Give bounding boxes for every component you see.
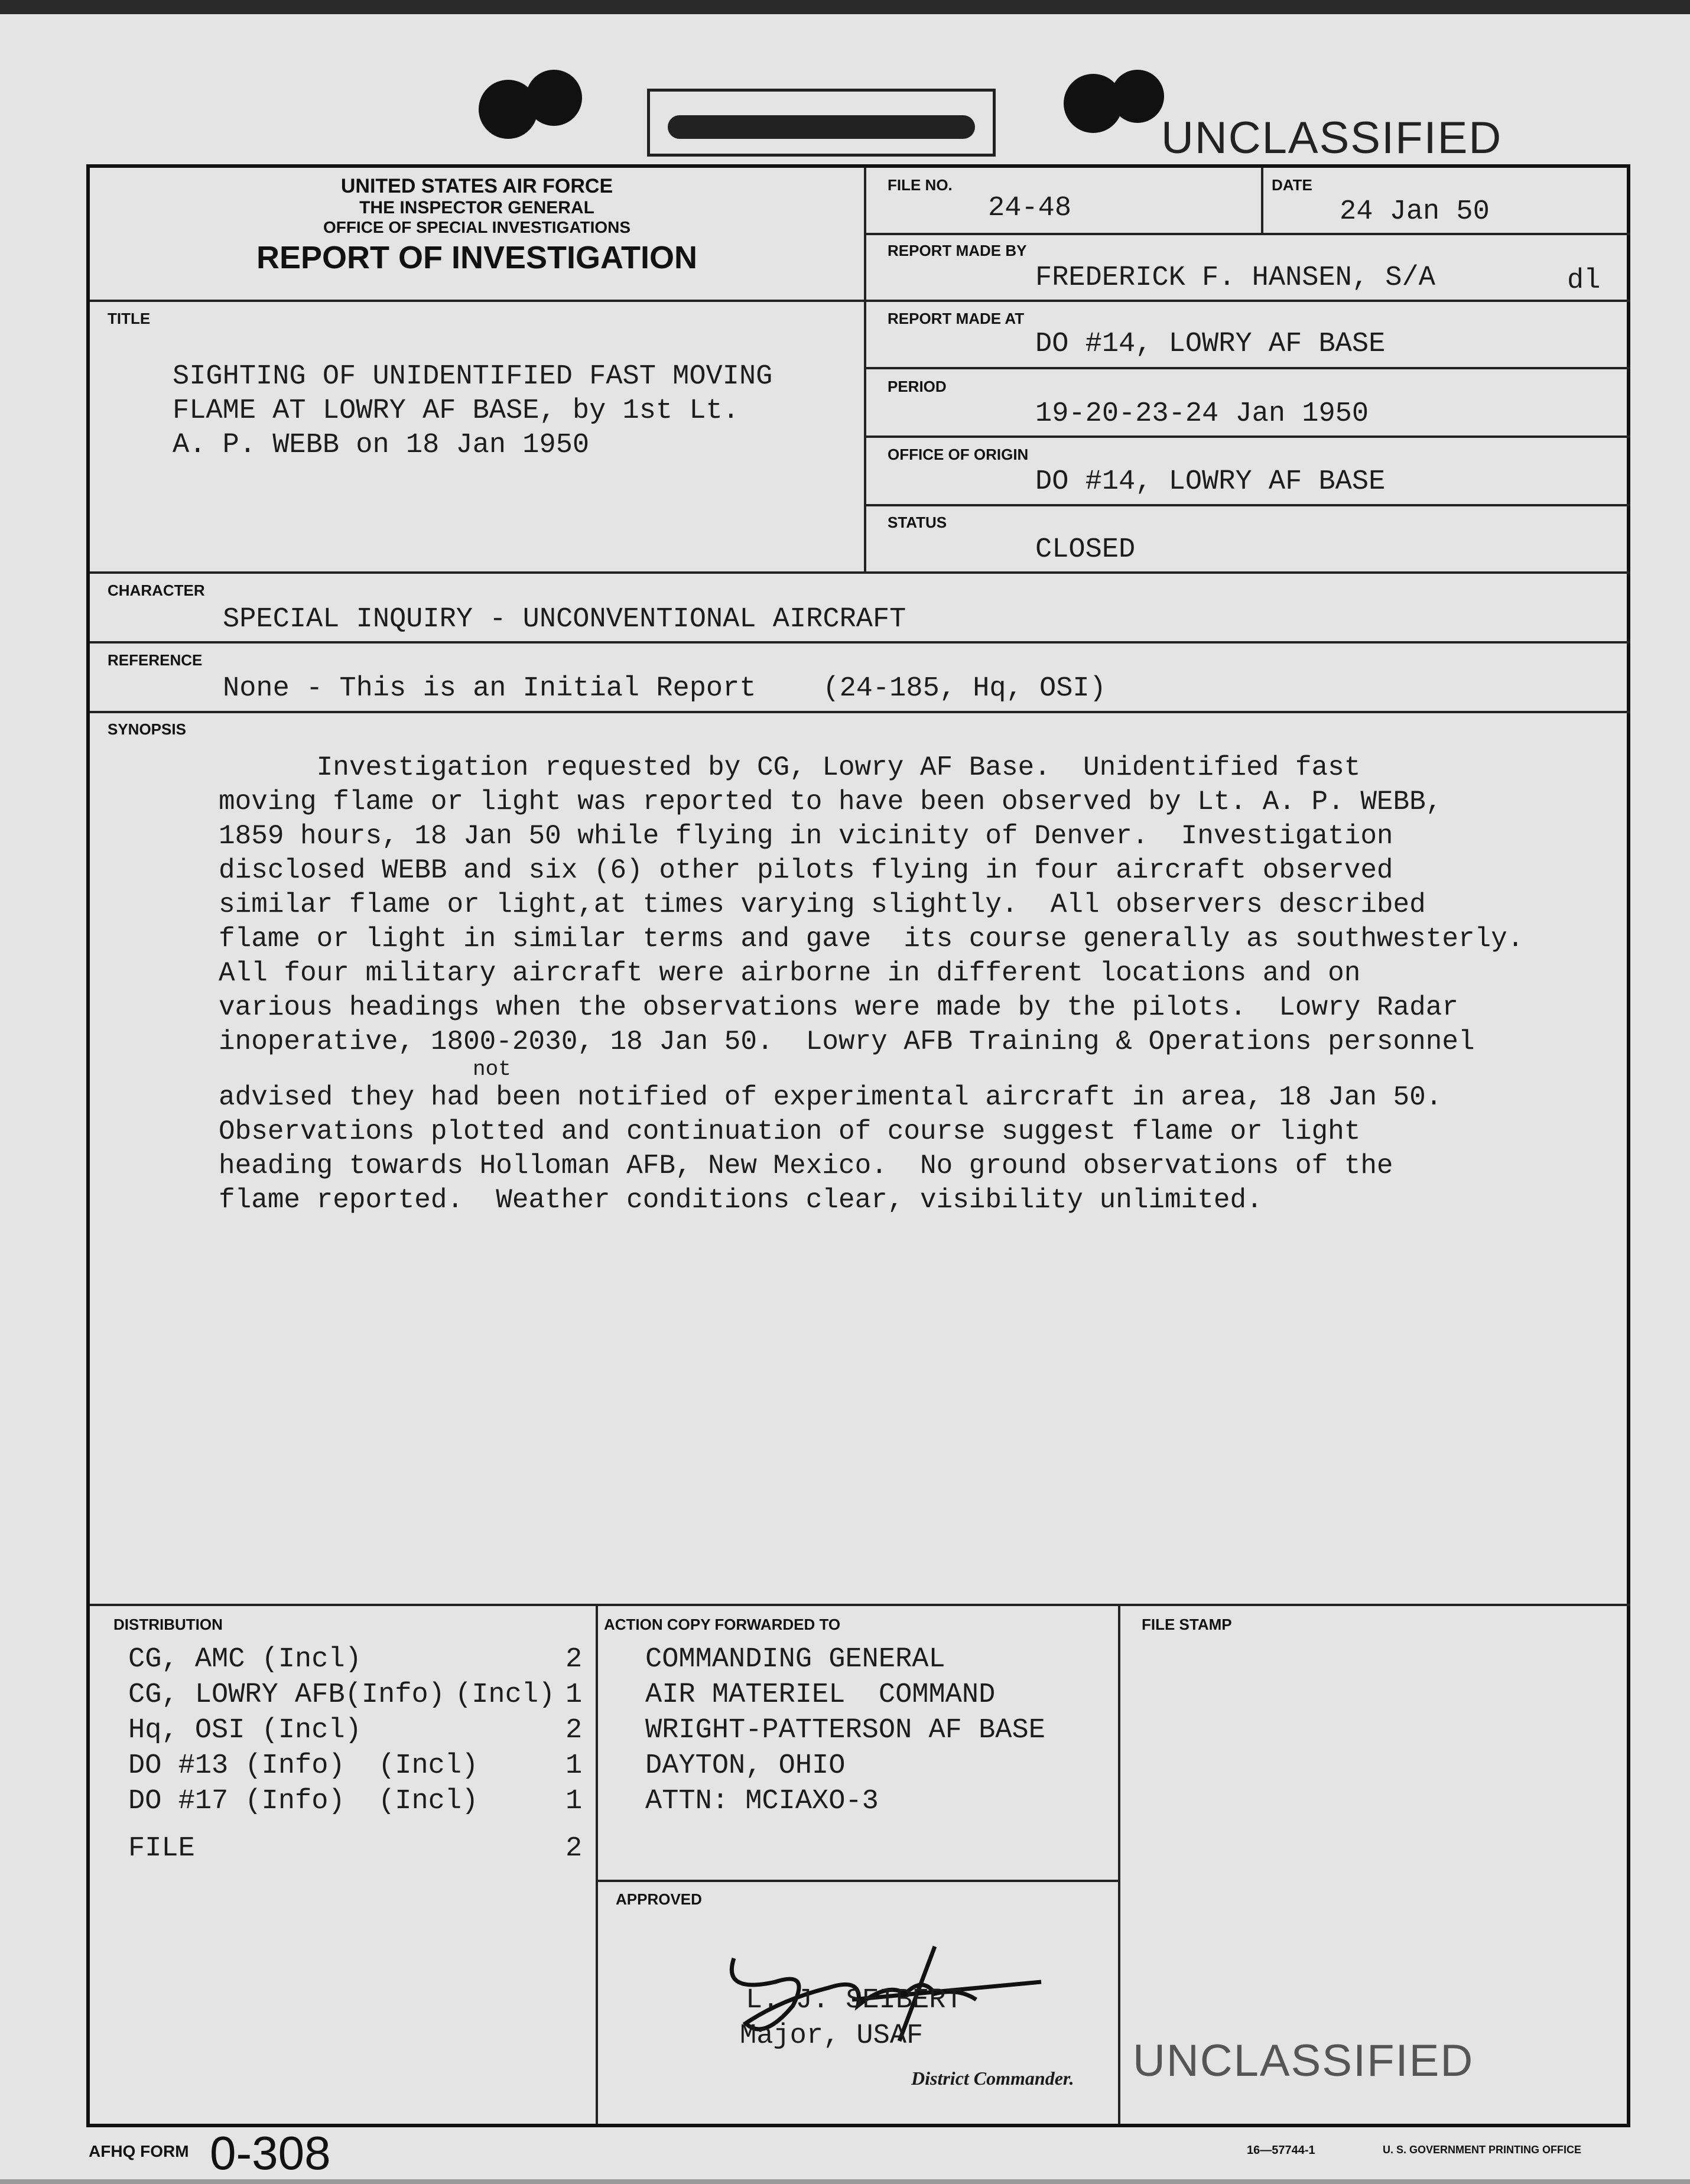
distribution-list <box>128 1642 478 1867</box>
distribution-copies: 2 1 2 1 1 2 <box>566 1644 583 1864</box>
report-made-by-value: FREDERICK F. HANSEN, S/A <box>1035 262 1435 294</box>
file-no-value: 24-48 <box>988 193 1072 224</box>
character-value: SPECIAL INQUIRY - UNCONVENTIONAL AIRCRAFT <box>223 604 906 635</box>
approver-title: District Commander. <box>911 2068 1074 2089</box>
org-line: THE INSPECTOR GENERAL <box>359 198 594 217</box>
approver-rank: Major, USAF <box>740 2020 924 2052</box>
character-label: CHARACTER <box>108 581 205 599</box>
form-title: REPORT OF INVESTIGATION <box>256 240 698 275</box>
synopsis-label: SYNOPSIS <box>108 720 186 738</box>
report-made-at-value: DO #14, LOWRY AF BASE <box>1035 329 1386 360</box>
printer-imprint: U. S. GOVERNMENT PRINTING OFFICE <box>1383 2144 1582 2156</box>
distribution-row: CG, LOWRY AFB(Info) <box>128 1679 445 1711</box>
print-code: 16—57744-1 <box>1247 2144 1315 2157</box>
action-copy-label: ACTION COPY FORWARDED TO <box>604 1616 841 1633</box>
date-value: 24 Jan 50 <box>1340 196 1490 228</box>
distribution-row: DO #17 (Info) (Incl) <box>128 1786 479 1817</box>
file-no-label: FILE NO. <box>888 176 953 194</box>
distribution-row: FILE <box>128 1833 195 1864</box>
period-label: PERIOD <box>888 378 947 395</box>
org-line: OFFICE OF SPECIAL INVESTIGATIONS <box>323 218 631 236</box>
approver-name: L. J. SEIBERT <box>746 1985 963 2016</box>
typist-initials: dl <box>1567 265 1601 297</box>
action-copy-address: COMMANDING GENERAL AIR MATERIEL COMMAND WRIGHT-PATTERSON AF BASE DAYTON, OHIO ATTN: MCIAXO-3 <box>645 1644 1045 1817</box>
distribution-row: DO #13 (Info) (Incl) <box>128 1750 479 1782</box>
classification-marking-top: UNCLASSIFIED <box>1161 113 1503 163</box>
scan-bottom-edge <box>0 2179 1690 2184</box>
distribution-row: Hq, OSI (Incl) <box>128 1715 362 1746</box>
punch-hole <box>1111 70 1164 123</box>
distribution-note: (Incl) <box>455 1679 555 1711</box>
approved-label: APPROVED <box>616 1890 702 1908</box>
date-label: DATE <box>1272 176 1312 194</box>
status-value: CLOSED <box>1035 534 1136 566</box>
classification-marking-bottom: UNCLASSIFIED <box>1133 2036 1474 2086</box>
reference-label: REFERENCE <box>108 651 203 669</box>
title-value: SIGHTING OF UNIDENTIFIED FAST MOVING FLAME AT LOWRY AF BASE, by 1st Lt. A. P. WEBB on 18 Jan 1950 <box>173 361 773 461</box>
org-line: UNITED STATES AIR FORCE <box>340 175 613 197</box>
synopsis-interlineation: not <box>473 1057 511 1081</box>
report-made-at-label: REPORT MADE AT <box>888 310 1025 327</box>
file-stamp-label: FILE STAMP <box>1142 1616 1232 1633</box>
form-header <box>90 175 864 276</box>
title-label: TITLE <box>108 310 151 327</box>
reference-value: None - This is an Initial Report (24-185, Hq, OSI) <box>223 673 1106 704</box>
redacted-stamp <box>647 89 996 157</box>
synopsis-text: Investigation requested by CG, Lowry AF Base. Unidentified fast moving flame or light was reported to have been observed by Lt. A. P. WEBB, 1859 hours, 18 Jan 50 while flying in vicinity of Denver. Investigation disclosed WEBB and six (6) other pilots flying in four aircraft observed similar flame or light,at times varying slightly. All observers described flame or light in similar terms and gave its course generally as southwesterly. All four military aircraft were airborne in different locations and on various headings when the observations were made by the pilots. Lowry Radar inoperative, 1800-2030, 18 Jan 50. Lowry AFB Training & Operations personnel advised they had been notified of experimental aircraft in area, 18 Jan 50. Observations plotted and continuation of course suggest flame or light heading towards Holloman AFB, New Mexico. No ground observations of the flame reported. Weather conditions clear, visibility unlimited. <box>219 752 1524 1216</box>
distribution-label: DISTRIBUTION <box>113 1616 223 1633</box>
form-label: AFHQ FORM <box>89 2142 189 2160</box>
distribution-row: CG, AMC (Incl) <box>128 1644 362 1675</box>
period-value: 19-20-23-24 Jan 1950 <box>1035 398 1369 430</box>
status-label: STATUS <box>888 514 947 531</box>
scan-top-edge <box>0 0 1690 14</box>
punch-hole <box>526 70 582 126</box>
form-number: 0-308 <box>210 2127 331 2179</box>
report-made-by-label: REPORT MADE BY <box>888 242 1027 259</box>
office-of-origin-label: OFFICE OF ORIGIN <box>888 446 1029 463</box>
office-of-origin-value: DO #14, LOWRY AF BASE <box>1035 466 1386 498</box>
